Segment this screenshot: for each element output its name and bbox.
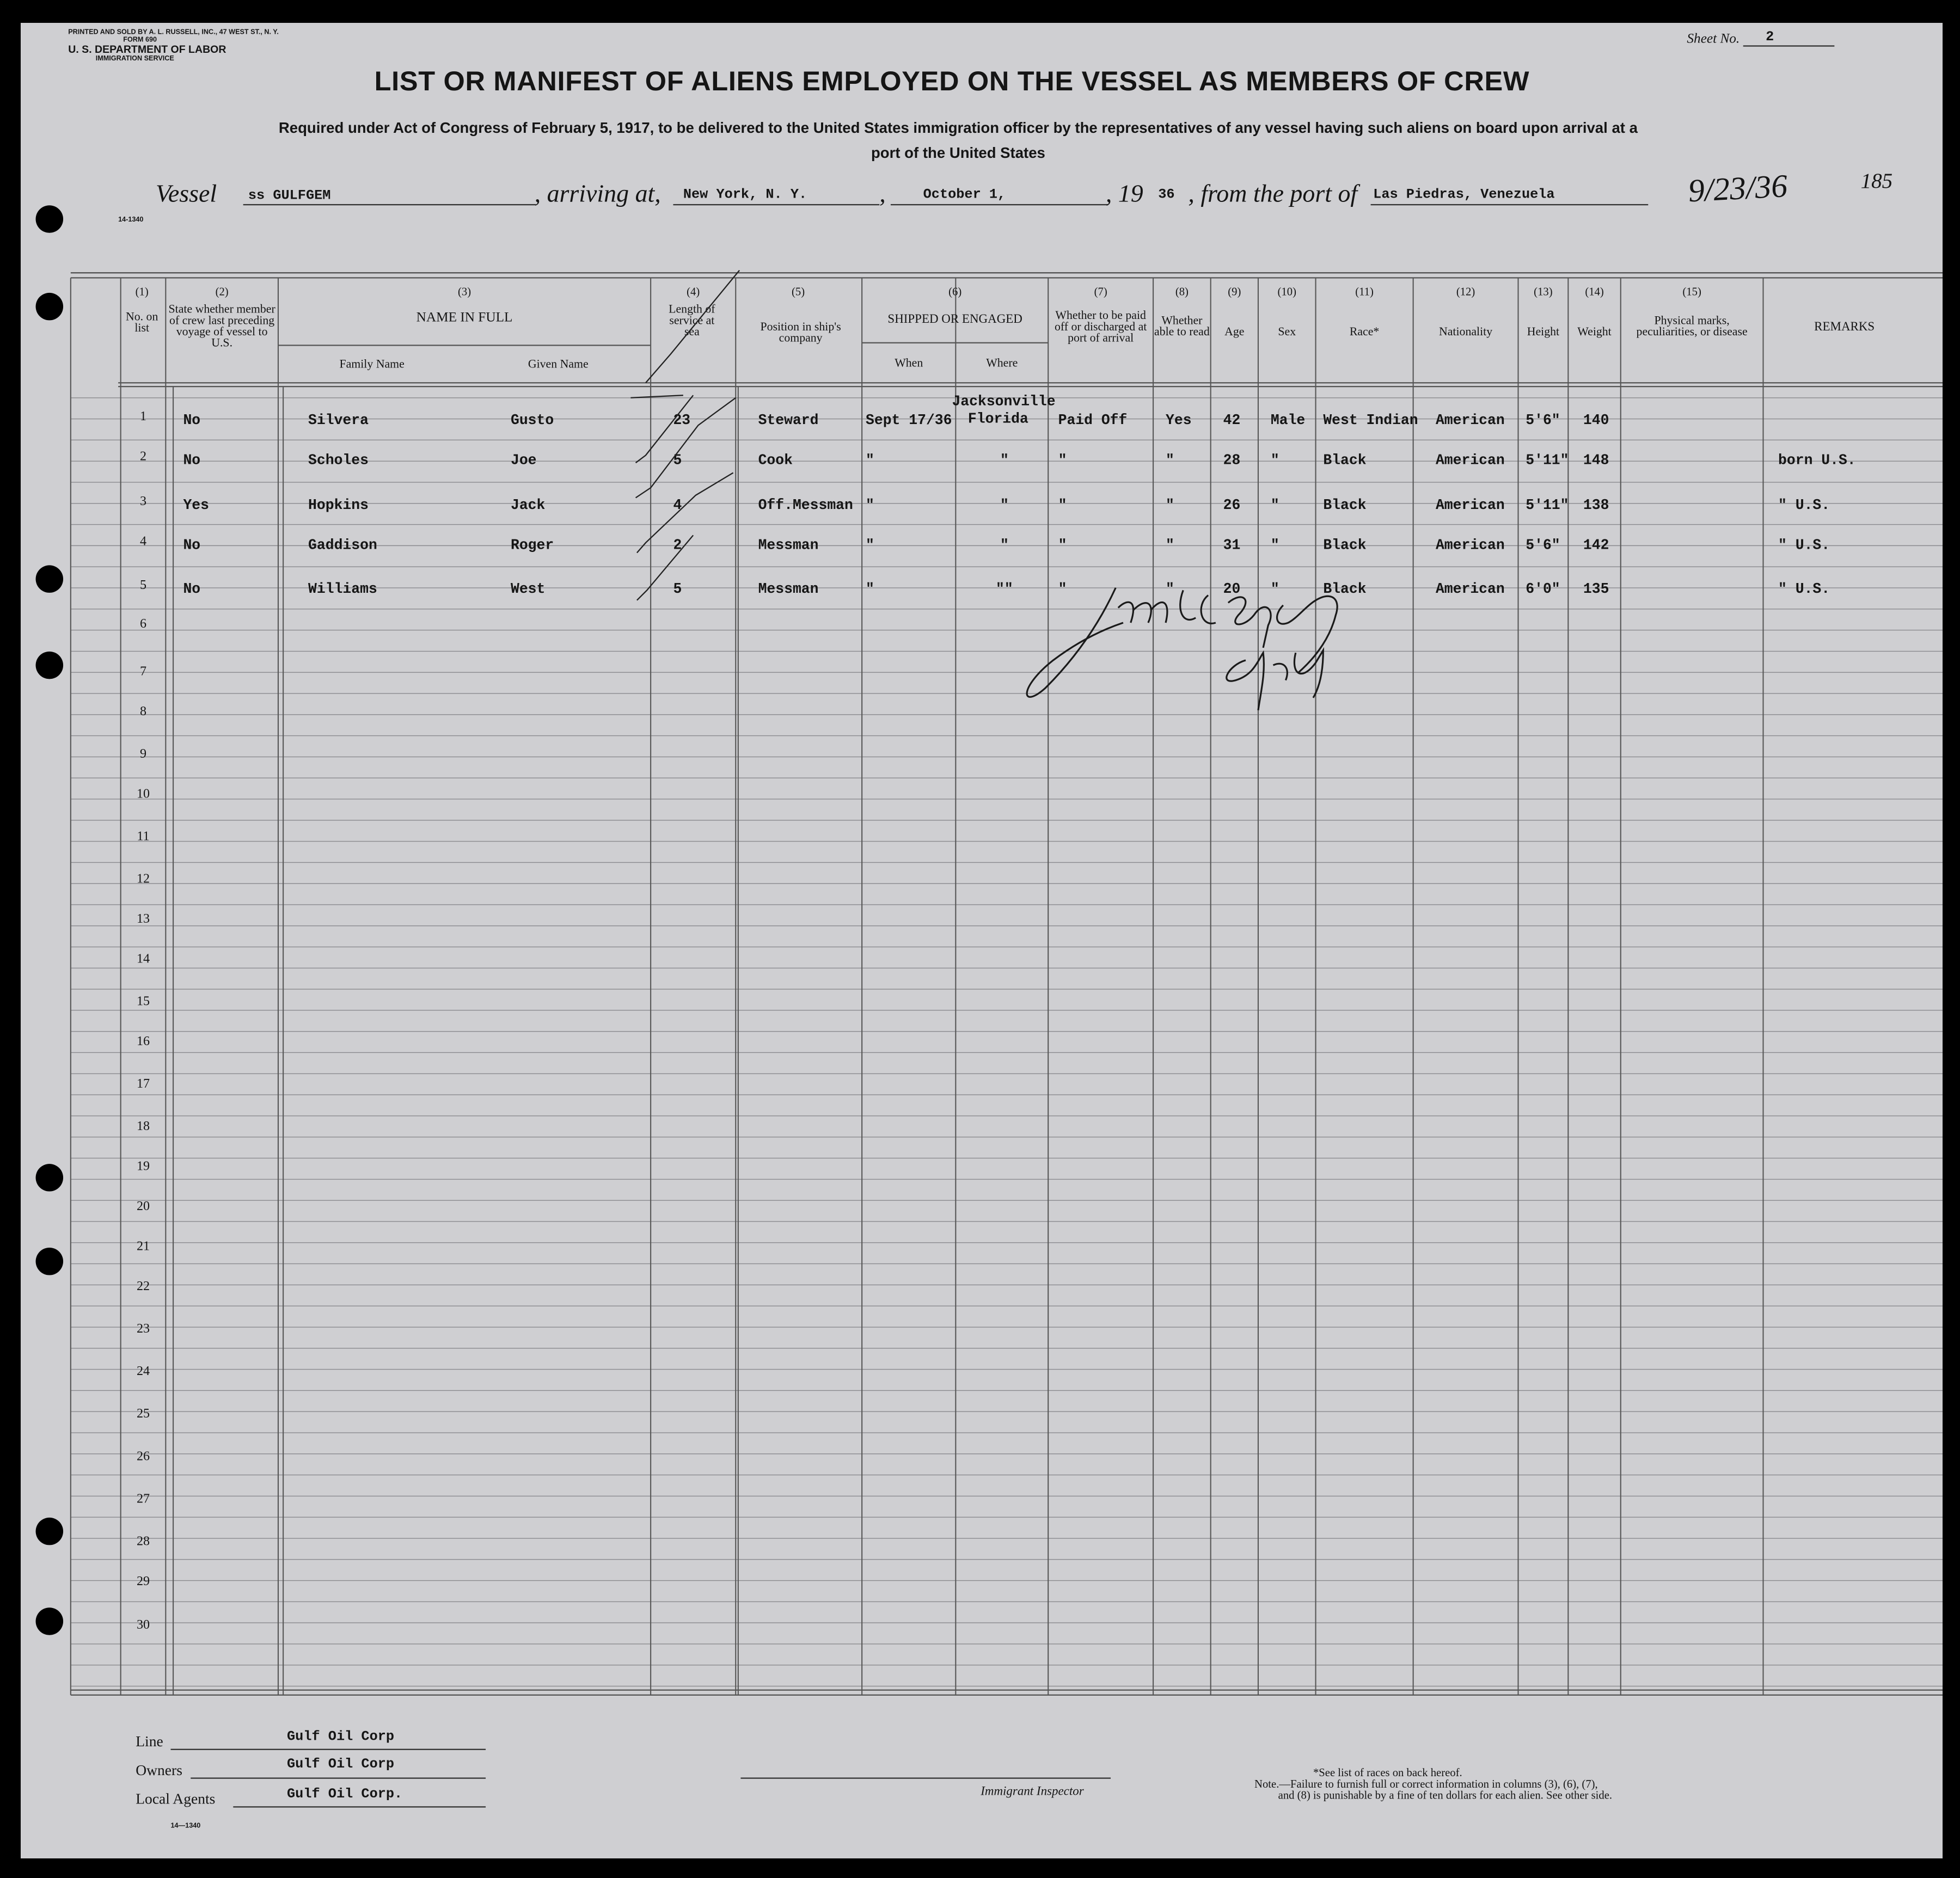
col9-number: (9) bbox=[1228, 285, 1241, 298]
col-header-able-to-read: Whether able to read bbox=[1154, 315, 1210, 339]
cell-given-name: Joe bbox=[510, 452, 537, 469]
col-header-name-in-full: NAME IN FULL bbox=[416, 310, 513, 326]
col-header-age: Age bbox=[1224, 326, 1245, 339]
cell-weight: 142 bbox=[1583, 537, 1609, 554]
col-header-no-on-list: No. on list bbox=[125, 311, 158, 335]
col-header-nationality: Nationality bbox=[1438, 326, 1493, 339]
row-number: 15 bbox=[136, 995, 150, 1009]
col6-number: (6) bbox=[948, 285, 962, 298]
row-number: 18 bbox=[136, 1120, 150, 1134]
row-number: 4 bbox=[139, 535, 147, 549]
col3-number: (3) bbox=[457, 285, 471, 298]
cell-previous-voyage: No bbox=[183, 537, 201, 554]
cell-paid-off: " bbox=[1058, 452, 1067, 469]
cell-previous-voyage: Yes bbox=[183, 498, 210, 514]
col-header-race: Race* bbox=[1349, 326, 1380, 339]
row-number: 24 bbox=[136, 1365, 150, 1379]
row-number: 10 bbox=[136, 788, 150, 802]
cell-remarks: born U.S. bbox=[1778, 452, 1856, 469]
form-number: FORM 690 bbox=[123, 36, 157, 45]
subtitle-line-2: port of the United States bbox=[871, 144, 1045, 162]
document-canvas: PRINTED AND SOLD BY A. L. RUSSELL, INC., 47 WEST ST., N. Y. FORM 690 U. S. DEPARTMENT OF LABOR IMMIGRATION SERVICE Sheet No. 2 LIST OR MANIFEST OF ALIENS EMPLOYED ON THE VESSEL AS MEMBERS OF CREW Required under Act of Congress of February 5, 1917, to be delivered to the United States immigration officer by the representatives of any vessel having such aliens on board upon arrival at a port of the United States Vessel ss GULFGEM , arriving at, New York, N. Y. , October 1, , 19 36 , from the port of Las Piedras, Venezuela 9/23/36 185 14-1340 (1) No. on list (2) State whether member of crew last preceding voyage of vessel to U.S. (3) NAME IN FULL Family Name Given Name (4) Length of service at sea (5) Position in ship's company (6) SHIPPED OR ENGAGED When Where (7) Whether to be paid off or discharged at port of arrival (8) Whether able to read (9) Age (10) Sex (11) Race* (12) Nationality (13) Height (14) Weight (15) Physical marks, peculiarities, or disease REMARKS 1 2 3 4 5 6 7 8 9 10 11 12 13 14 15 16 17 18 19 20 21 22 23 24 25 26 27 28 29 30 No Silvera Gusto 23 Steward Sept 17/36 Paid Off Yes 42 Male West Indian American 5'6" 140 Jacksonville Florida No Scholes Joe 5 Cook " " " 28 " Black American 5'11" 148 born U.S. " Yes Hopkins Jack 4 Off.Messman " " " 26 " Black American 5'11" 138 " U.S. " No Gaddison Roger 2 Messman " " " 31 " Black American 5'6" 142 " U.S. " No Williams West 5 Messman " " " 20 " Black American 6'0" 135 " U.S. "" Line Gulf Oil Corp Owners Gulf Oil Corp Local Agents Gulf Oil Corp. 14—1340 Immigrant Inspector *See list of races on back hereof. Note.—Failure to furnish full or correct information in columns (3), (6), (7), and (8) is punishable by a fine of ten dollars for each alien. See other side. bbox=[21, 23, 1943, 1858]
line-underline bbox=[171, 1749, 486, 1750]
cell-age: 20 bbox=[1223, 581, 1241, 598]
arrival-date: October 1, bbox=[923, 188, 1006, 203]
row-number: 7 bbox=[139, 665, 147, 679]
vessel-name: ss GULFGEM bbox=[248, 189, 331, 204]
col15-number: (15) bbox=[1682, 285, 1701, 298]
cell-shipped-where: Jacksonville Florida bbox=[952, 394, 1056, 428]
row-number: 28 bbox=[136, 1535, 150, 1549]
col-header-previous-voyage: State whether member of crew last preceding voyage of vessel to U.S. bbox=[168, 304, 275, 351]
from-port-label: , from the port of bbox=[1188, 180, 1358, 208]
sheet-no-value: 2 bbox=[1766, 30, 1774, 46]
col12-number: (12) bbox=[1456, 285, 1475, 298]
cell-able-to-read: " bbox=[1166, 581, 1174, 598]
cell-given-name: Gusto bbox=[510, 413, 554, 429]
row-number: 25 bbox=[136, 1407, 150, 1422]
col4-number: (4) bbox=[687, 285, 700, 298]
cell-sex: " bbox=[1270, 452, 1279, 469]
row-number: 12 bbox=[136, 873, 150, 887]
cell-height: 5'6" bbox=[1526, 413, 1560, 429]
col-header-shipped-engaged: SHIPPED OR ENGAGED bbox=[887, 312, 1022, 327]
check-marks bbox=[21, 23, 1943, 1858]
cell-shipped-when: " bbox=[866, 581, 874, 598]
col13-number: (13) bbox=[1534, 285, 1553, 298]
cell-shipped-when: " bbox=[866, 498, 874, 514]
cell-nationality: American bbox=[1435, 413, 1505, 429]
col11-number: (11) bbox=[1355, 285, 1374, 298]
penalty-note-1: Note.—Failure to furnish full or correct information in columns (3), (6), (7), bbox=[1254, 1777, 1598, 1790]
owners-label: Owners bbox=[136, 1761, 182, 1779]
row-number: 21 bbox=[136, 1240, 150, 1254]
row-number: 22 bbox=[136, 1280, 150, 1294]
row-number: 9 bbox=[139, 747, 147, 762]
handwritten-date: 9/23/36 bbox=[1687, 168, 1788, 210]
cell-previous-voyage: No bbox=[183, 413, 201, 429]
department-name: U. S. DEPARTMENT OF LABOR bbox=[68, 42, 226, 56]
col5-number: (5) bbox=[791, 285, 805, 298]
races-note: *See list of races on back hereof. bbox=[1313, 1766, 1462, 1779]
cell-position: Messman bbox=[758, 581, 819, 598]
cell-given-name: West bbox=[510, 581, 546, 598]
owners-value: Gulf Oil Corp bbox=[287, 1757, 395, 1773]
cell-length-of-service: 5 bbox=[673, 581, 682, 598]
cell-sex: " bbox=[1270, 498, 1279, 514]
cell-race: Black bbox=[1323, 537, 1367, 554]
col2-number: (2) bbox=[215, 285, 229, 298]
cell-able-to-read: " bbox=[1166, 452, 1174, 469]
vessel-label: Vessel bbox=[155, 180, 217, 208]
cell-race: Black bbox=[1323, 498, 1367, 514]
manifest-sheet bbox=[21, 23, 1943, 1858]
inspector-label: Immigrant Inspector bbox=[981, 1785, 1084, 1799]
row-number: 11 bbox=[137, 830, 150, 844]
col-header-family-name: Family Name bbox=[339, 359, 405, 372]
cell-family-name: Gaddison bbox=[308, 537, 377, 554]
cell-length-of-service: 5 bbox=[673, 452, 682, 469]
cell-previous-voyage: No bbox=[183, 452, 201, 469]
cell-given-name: Roger bbox=[510, 537, 554, 554]
cell-nationality: American bbox=[1435, 581, 1505, 598]
cell-length-of-service: 23 bbox=[673, 413, 691, 429]
row-number: 17 bbox=[136, 1077, 150, 1091]
cell-race: West Indian bbox=[1323, 413, 1418, 429]
cell-sex: " bbox=[1270, 537, 1279, 554]
col1-number: (1) bbox=[135, 285, 149, 298]
row-number: 20 bbox=[136, 1200, 150, 1214]
line-label: Line bbox=[136, 1732, 163, 1750]
cell-race: Black bbox=[1323, 452, 1367, 469]
cell-position: Cook bbox=[758, 452, 793, 469]
cell-nationality: American bbox=[1435, 452, 1505, 469]
cell-shipped-where: " bbox=[1000, 452, 1009, 469]
col-header-paid-off: Whether to be paid off or discharged at port of arrival bbox=[1054, 310, 1147, 346]
form-stamp: 14-1340 bbox=[118, 216, 144, 224]
cell-shipped-where: " bbox=[1000, 498, 1009, 514]
cell-position: Messman bbox=[758, 537, 819, 554]
departure-port: Las Piedras, Venezuela bbox=[1373, 188, 1555, 203]
cell-weight: 148 bbox=[1583, 452, 1609, 469]
cell-shipped-where: " bbox=[1000, 537, 1009, 554]
cell-nationality: American bbox=[1435, 537, 1505, 554]
cell-shipped-when: " bbox=[866, 537, 874, 554]
cell-age: 31 bbox=[1223, 537, 1241, 554]
cell-sex: " bbox=[1270, 581, 1279, 598]
row-number: 1 bbox=[139, 410, 147, 424]
cell-remarks: " U.S. bbox=[1778, 537, 1830, 554]
col7-number: (7) bbox=[1094, 285, 1107, 298]
cell-height: 5'11" bbox=[1526, 498, 1569, 514]
cell-previous-voyage: No bbox=[183, 581, 201, 598]
arriving-port: New York, N. Y. bbox=[683, 188, 807, 203]
footer-form-code: 14—1340 bbox=[170, 1822, 201, 1830]
cell-height: 5'11" bbox=[1526, 452, 1569, 469]
col14-number: (14) bbox=[1585, 285, 1604, 298]
col10-number: (10) bbox=[1277, 285, 1296, 298]
service-name: IMMIGRATION SERVICE bbox=[95, 55, 174, 63]
page-title: LIST OR MANIFEST OF ALIENS EMPLOYED ON THE VESSEL AS MEMBERS OF CREW bbox=[374, 65, 1530, 97]
inspector-underline bbox=[740, 1777, 1111, 1778]
cell-paid-off: " bbox=[1058, 581, 1067, 598]
year-prefix: , 19 bbox=[1105, 180, 1143, 208]
row-number: 6 bbox=[139, 617, 147, 632]
row-number: 30 bbox=[136, 1618, 150, 1633]
line-value: Gulf Oil Corp bbox=[287, 1730, 395, 1745]
printer-credit: PRINTED AND SOLD BY A. L. RUSSELL, INC., 47 WEST ST., N. Y. bbox=[68, 29, 279, 37]
cell-able-to-read: Yes bbox=[1166, 413, 1192, 429]
agents-value: Gulf Oil Corp. bbox=[287, 1787, 403, 1803]
cell-height: 6'0" bbox=[1526, 581, 1560, 598]
cell-race: Black bbox=[1323, 581, 1367, 598]
col-header-height: Height bbox=[1527, 326, 1560, 339]
row-number: 13 bbox=[136, 912, 150, 926]
row-number: 3 bbox=[139, 495, 147, 510]
cell-shipped-when: Sept 17/36 bbox=[866, 413, 952, 429]
owners-underline bbox=[191, 1777, 486, 1778]
row-number: 14 bbox=[136, 953, 150, 967]
col-header-sex: Sex bbox=[1278, 326, 1296, 339]
col-header-position: Position in ship's company bbox=[760, 321, 841, 346]
cell-family-name: Williams bbox=[308, 581, 377, 598]
cell-position: Off.Messman bbox=[758, 498, 853, 514]
cell-shipped-when: " bbox=[866, 452, 874, 469]
col-header-length-of-service: Length of service at sea bbox=[669, 304, 715, 339]
row-number: 23 bbox=[136, 1322, 150, 1336]
row-number: 29 bbox=[136, 1575, 150, 1589]
penalty-note-2: and (8) is punishable by a fine of ten dollars for each alien. See other side. bbox=[1278, 1789, 1613, 1802]
cell-able-to-read: " bbox=[1166, 537, 1174, 554]
row-number: 5 bbox=[139, 579, 147, 593]
cell-weight: 140 bbox=[1583, 413, 1609, 429]
arriving-label: , arriving at, bbox=[534, 180, 661, 208]
col-header-weight: Weight bbox=[1577, 326, 1612, 339]
inspector-signature bbox=[1008, 573, 1396, 723]
row-number: 16 bbox=[136, 1035, 150, 1049]
cell-weight: 138 bbox=[1583, 498, 1609, 514]
cell-able-to-read: " bbox=[1166, 498, 1174, 514]
agents-underline bbox=[233, 1806, 486, 1807]
col-header-physical-marks: Physical marks, peculiarities, or disease bbox=[1636, 315, 1748, 339]
cell-age: 28 bbox=[1223, 452, 1241, 469]
agents-label: Local Agents bbox=[136, 1790, 216, 1808]
cell-height: 5'6" bbox=[1526, 537, 1560, 554]
cell-paid-off: " bbox=[1058, 537, 1067, 554]
subtitle-line-1: Required under Act of Congress of February 5, 1917, to be delivered to the United States immigration officer by the representatives of any vessel having such aliens on board upon arrival at a bbox=[278, 119, 1638, 137]
cell-length-of-service: 4 bbox=[673, 498, 682, 514]
cell-position: Steward bbox=[758, 413, 819, 429]
handwritten-number: 185 bbox=[1860, 169, 1893, 193]
cell-sex: Male bbox=[1270, 413, 1306, 429]
cell-given-name: Jack bbox=[510, 498, 546, 514]
row-number: 26 bbox=[136, 1450, 150, 1464]
cell-family-name: Hopkins bbox=[308, 498, 369, 514]
sheet-no-label: Sheet No. bbox=[1687, 32, 1740, 47]
cell-length-of-service: 2 bbox=[673, 537, 682, 554]
row-number: 8 bbox=[139, 705, 147, 719]
cell-paid-off: " bbox=[1058, 498, 1067, 514]
col-header-remarks: REMARKS bbox=[1814, 320, 1875, 334]
col-header-where: Where bbox=[986, 358, 1018, 371]
row-number: 27 bbox=[136, 1492, 150, 1507]
row-number: 2 bbox=[139, 450, 147, 464]
row-number: 19 bbox=[136, 1160, 150, 1174]
col-header-given-name: Given Name bbox=[528, 359, 589, 372]
cell-age: 42 bbox=[1223, 413, 1241, 429]
cell-age: 26 bbox=[1223, 498, 1241, 514]
col8-number: (8) bbox=[1175, 285, 1189, 298]
cell-remarks: " U.S. bbox=[1778, 498, 1830, 514]
cell-remarks: " U.S. bbox=[1778, 581, 1830, 598]
cell-weight: 135 bbox=[1583, 581, 1609, 598]
cell-shipped-where: "" bbox=[996, 581, 1013, 598]
cell-family-name: Silvera bbox=[308, 413, 369, 429]
cell-family-name: Scholes bbox=[308, 452, 369, 469]
arrival-year: 36 bbox=[1158, 188, 1175, 203]
col-header-when: When bbox=[895, 358, 923, 371]
cell-paid-off: Paid Off bbox=[1058, 413, 1128, 429]
cell-nationality: American bbox=[1435, 498, 1505, 514]
